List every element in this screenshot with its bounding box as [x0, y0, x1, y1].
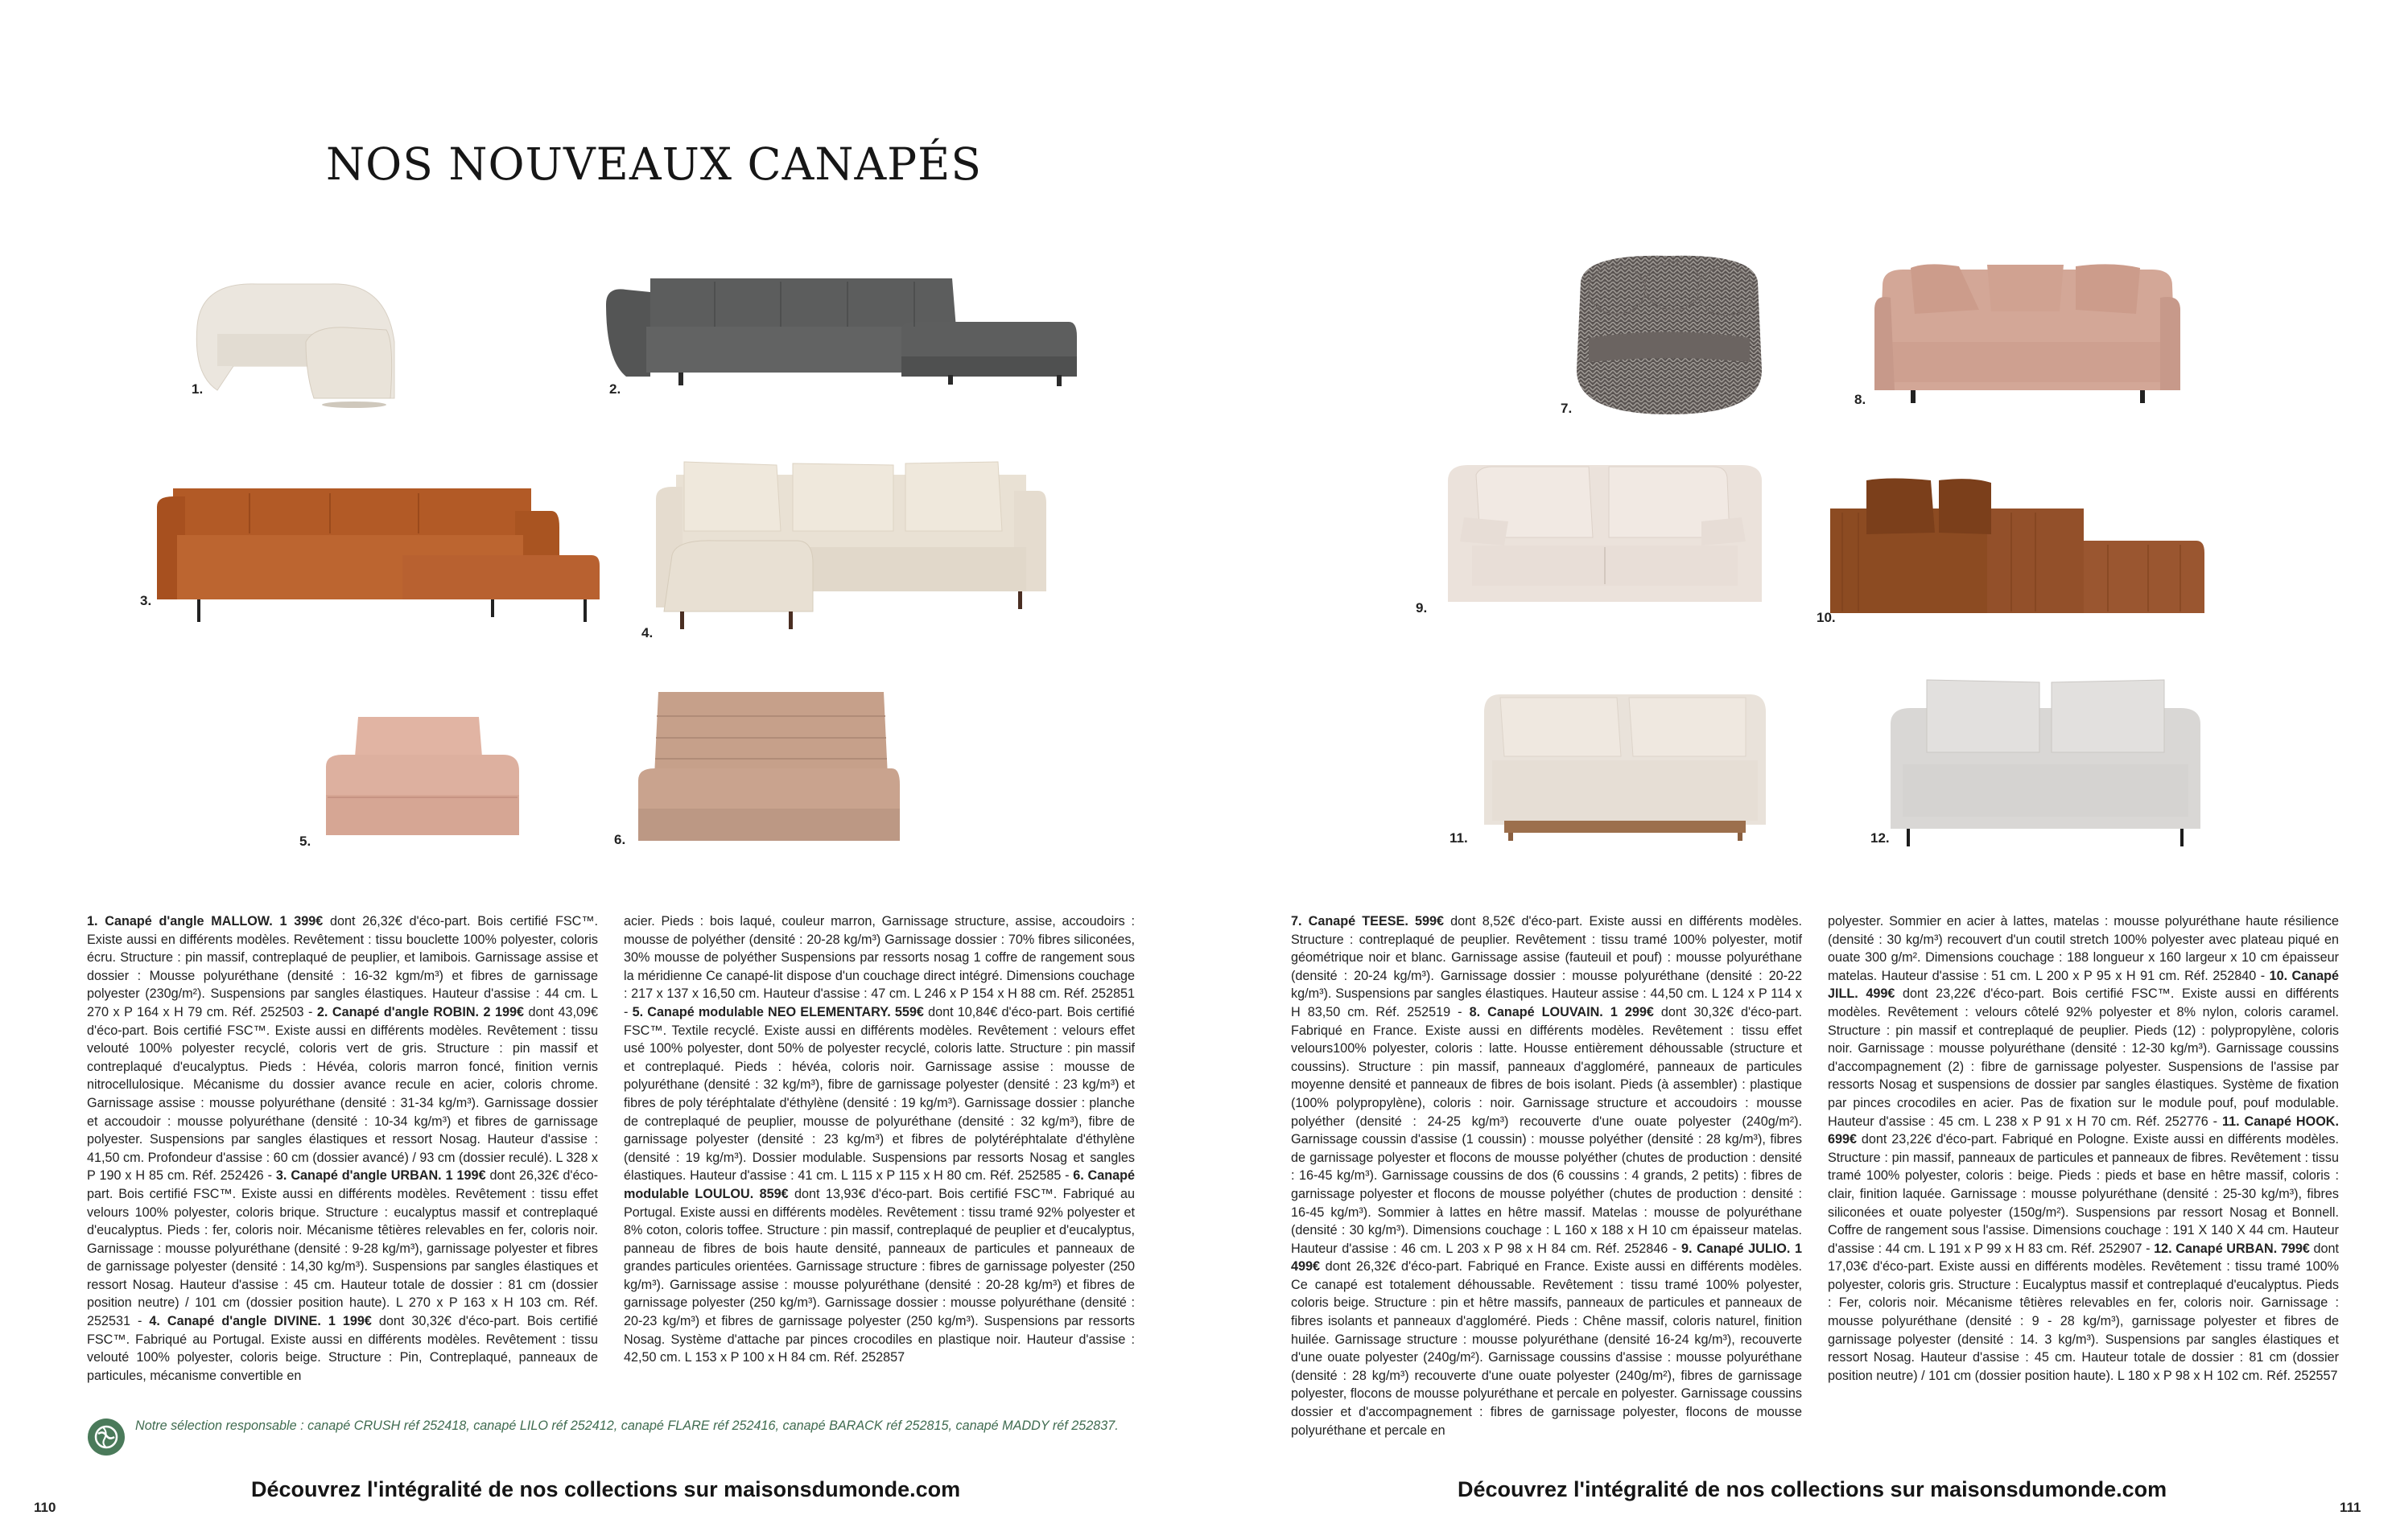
product-description: dont 23,22€ d'éco-part. Bois certifié FSC™. Existe aussi en différents modèles. Revêtement : velours côtelé 92% polyester et 8% nylon, coloris caramel. Structure : pin massif et contreplaqué de peuplier. Pieds (12) : polypropylène, coloris noir. Garnissage : mousse polyuréthane (densité : 12-30 kg/m³). Garnissage coussins d'accompagnement (2) : fibre de garnissage polyester. Suspensions de l'assise par ressorts Nosag et suspensions de dossier par sangles élastiques. Système de fixation par pinces crocodiles en acier. Pas de fixation sur le module pouf, pouf modulable. Hauteur d'assise : 45 cm. L 238 x P 91 x H 70 cm. Réf. 252776 -: [1828, 986, 2339, 1129]
product-number-10: 10.: [1817, 610, 1836, 625]
page-number: 110: [34, 1500, 56, 1515]
description-column-3: [1291, 912, 1802, 1439]
note-text: Notre sélection responsable : canapé CRUSH réf 252418, canapé LILO réf 252412, canapé FLARE réf 252416, canapé BARACK réf 252815, canapé MADDY réf 252837.: [135, 1419, 1119, 1433]
product-description: dont 26,32€ d'éco-part. Fabriqué en France. Existe aussi en différents modèles. Ce canapé est totalement déhoussable. Revêtement : tissu tramé 100% polyester, coloris beige. Structure : pin et hêtre massifs, panneaux de particules et panneaux de fibres isolants et panneaux d'aggloméré. Pieds : Chêne massif, coloris naturel, finition huilée. Garnissage structure : mousse polyuréthane (densité 16-24 kg/m³), recouverte d'une ouate polyester (240g/m²). Garnissage coussins d'assise : mousse polyuréthane (densité : 28 kg/m³) recouverte d'une ouate polyester (240g/m²), fibres de garnissage polyester, flocons de mousse polyuréthane et percale en polyester. Garnissage coussins dossier et d'accompagnement : fibres de garnissage polyester, flocons de mousse polyuréthane et percale en: [1291, 1259, 1802, 1438]
sofa-4-image: [652, 451, 1046, 640]
product-description: acier. Pieds : bois laqué, couleur marron, Garnissage structure, assise, accoudoirs : mousse de polyéther (densité : 20-28 kg/m³) Garnissage dossier : 70% fibres siliconées, 30% mousse de polyéther Suspensions par ressorts nosag 1 coffre de rangement sous la méridienne Ce canapé-lit dispose d'un couchage direct intégré. Dimensions couchage : 217 x 137 x 16,50 cm. Hauteur d'assise : 47 cm. L 246 x P 154 x H 88 cm. Réf. 252851 -: [624, 914, 1135, 1019]
sofa-10-image: [1826, 476, 2204, 621]
product-number-5: 5.: [299, 834, 311, 849]
sofa-6-image: [634, 688, 900, 849]
sofa-1-image: [185, 278, 427, 414]
product-description: dont 43,09€ d'éco-part. Bois certifié FSC™. Existe aussi en différents modèles. Revêtement : tissu velouté 100% polyester recyclé, coloris vert de gris. Structure : pin massif et contreplaqué d'eucalyptus. Pieds : Hévéa, coloris marron foncé, finition vernis nitrocellulosique. Mécanisme du dossier avance recule en acier, coloris chrome. Garnissage assise : mousse polyuréthane (densité : 31-34 kg/m³). Garnissage dossier et accoudoir : mousse polyuréthane (densité : 10-34 kg/m³) et fibres de garnissage polyester. Suspensions par sangles élastiques et ressort Nosag. Hauteur d'assise : 41,50 cm. Profondeur d'assise : 60 cm (dossier avancé) / 93 cm (dossier reculé). L 328 x P 190 x H 85 cm. Réf. 252426 -: [87, 1004, 599, 1184]
product-heading: 3. Canapé d'angle URBAN. 1 199€: [275, 1168, 486, 1184]
product-heading: 1. Canapé d'angle MALLOW. 1 399€: [87, 914, 324, 929]
product-description: dont 30,32€ d'éco-part. Bois certifié FSC™. Fabriqué au Portugal. Existe aussi en différents modèles. Revêtement : tissu velouté 100% polyester, coloris beige. Structure : Pin, Contreplaqué, panneaux de particules, mécanisme convertible en: [87, 1314, 598, 1383]
sofa-7-image: [1569, 249, 1770, 422]
product-heading: 10. Canapé JILL. 499€: [1828, 968, 2339, 1002]
sofa-12-image: [1887, 676, 2204, 853]
product-description: dont 13,93€ d'éco-part. Bois certifié FSC™. Fabriqué au Portugal. Existe aussi en différents modèles. Revêtement : tissu tramé 92% polyester et 8% coton, coloris toffee. Structure : pin massif, contreplaqué de peuplier et d'eucalyptus, panneau de fibres de bois haute densité, panneaux de particules et panneaux de grandes particules orientées. Garnissage structure : fibres de garnissage polyester (250 kg/m³). Garnissage assise : mousse polyuréthane (densité : 20-28 kg/m³) et fibres de garnissage polyester (250 kg/m³). Garnissage dossier : mousse polyuréthane (densité : 20-23 kg/m³) et fibres de garnissage polyester (250 kg/m³). Suspensions par ressorts Nosag. Système d'attache par pinces crocodiles en plastique noir. Hauteur d'assise : 42,50 cm. L 153 x P 100 x H 84 cm. Réf. 252857: [624, 1186, 1135, 1365]
product-heading: 6. Canapé modulable LOULOU. 859€: [624, 1168, 1135, 1201]
sofa-3-image: [153, 471, 600, 632]
product-number-8: 8.: [1854, 392, 1866, 407]
product-number-3: 3.: [140, 593, 152, 608]
product-description: dont 8,52€ d'éco-part. Existe aussi en différents modèles. Structure : contreplaqué de peuplier. Revêtement : tissu tramé 100% polyester, motif géométrique noir et blanc. Garnissage assise (fauteuil et pouf) : mousse polyuréthane (densité : 20-24 kg/m³). Garnissage dossier : mousse polyuréthane (densité : 20-22 kg/m³). Suspensions par sangles élastiques. Hauteur assise : 44,50 cm. L 124 x P 114 x H 83,50 cm. Réf. 252519 -: [1291, 914, 1802, 1019]
sofa-2-image: [602, 272, 1077, 405]
product-heading: 7. Canapé TEESE. 599€: [1291, 914, 1444, 929]
product-description: dont 30,32€ d'éco-part. Fabriqué en France. Existe aussi en différents modèles. Revêtement : tissu effet velours100% polyester, coloris : latte. Housse entièrement déhoussable (structure et coussins). Structure : pin massif, panneaux d'aggloméré, panneaux de particules moyenne densité et panneaux de fibres de bois isolant. Pieds (à assembler) : plastique (100% polypropylène), coloris : noir. Garnissage structure et accoudoirs : mousse polyéther (densité : 24-25 kg/m³) recouverte d'une ouate polyester (240g/m²). Garnissage coussin d'assise (1 coussin) : mousse polyéther (densité : 28 kg/m³), fibres de garnissage polyester et flocons de mousse polyéther (chutes de production : densité : 16-45 kg/m³). Garnissage coussins de dos (6 coussins : 4 grands, 2 petits) : fibres de garnissage polyester et flocons de mousse polyéther (chutes de production : densité : 16-45 kg/m³). Sommier à lattes en hêtre massif. Matelas : mousse de polyuréthane (densité : 30 kg/m³). Dimensions couchage : L 160 x 188 x H 10 cm épaisseur matelas. Hauteur d'assise : 46 cm. L 203 x P 98 x H 84 cm. Réf. 252846 -: [1291, 1004, 1802, 1256]
product-heading: 9. Canapé JULIO. 1 499€: [1291, 1241, 1802, 1274]
right-page: [1198, 0, 2396, 1540]
description-column-2: [624, 912, 1135, 1367]
sofa-11-image: [1480, 688, 1770, 845]
product-description: polyester. Sommier en acier à lattes, matelas : mousse polyuréthane haute résilience (densité : 30 kg/m³) recouvert d'un coutil stretch 100% polyester avec plateau piqué en ouate 300 g/m². Dimensions couchage : 188 longueur x 160 largeur x 10 cm épaisseur matelas. Hauteur d'assise : 51 cm. L 200 x P 95 x H 91 cm. Réf. 252840 -: [1828, 914, 2339, 983]
globe-leaf-icon: [87, 1418, 126, 1456]
sofa-9-image: [1444, 457, 1766, 610]
product-description: dont 10,84€ d'éco-part. Bois certifié FSC™. Textile recyclé. Existe aussi en différents modèles. Revêtement : velours effet usé 100% polyester, dont 50% de polyester recyclé, coloris latte. Structure : pin massif et contreplaqué. Pieds : hévéa, coloris noir. Garnissage assise : mousse de polyuréthane (densité : 32 kg/m³), fibre de garnissage polyester (densité : 23 kg/m³) et fibres de poly téréphtalate d'éthylène (densité : 19 kg/m³). Garnissage dossier : planche de contreplaqué de peuplier, mousse de polyuréthane (densité : 32 kg/m³), fibre de garnissage polyester (densité : 23 kg/m³) et fibres de polytéréphtalate d'éthylène (densité : 19 kg/m³). Dossier modulable. Suspensions par ressorts Nosag et sangles élastiques. Hauteur d'assise : 41 cm. L 115 x P 115 x H 80 cm. Réf. 252585 -: [624, 1004, 1135, 1184]
responsible-selection-note: [87, 1418, 1125, 1456]
product-heading: 2. Canapé d'angle ROBIN. 2 199€: [316, 1004, 525, 1019]
product-heading: 8. Canapé LOUVAIN. 1 299€: [1469, 1004, 1654, 1019]
product-heading: 11. Canapé HOOK. 699€: [1828, 1114, 2339, 1147]
footer-text: Découvrez l'intégralité de nos collections sur maisonsdumonde.com: [1458, 1477, 2167, 1501]
product-heading: 4. Canapé d'angle DIVINE. 1 199€: [149, 1314, 372, 1329]
page-title: NOS NOUVEAUX CANAPÉS: [326, 138, 983, 190]
page-number: 111: [2340, 1500, 2361, 1515]
product-number-7: 7.: [1561, 401, 1573, 416]
sofa-5-image: [318, 710, 527, 847]
footer-text: Découvrez l'intégralité de nos collections sur maisonsdumonde.com: [251, 1477, 961, 1501]
product-description: dont 17,03€ d'éco-part. Existe aussi en différents modèles. Revêtement : tissu tramé 100% polyester, coloris gris. Structure : Eucalyptus massif et contreplaqué d'eucalyptus. Pieds : Fer, coloris noir. Mécanisme têtières relevables en fer, coloris noir. Garnissage : mousse polyuréthane (densité : 9 - 28 kg/m³), garnissage polyester et fibres de garnissage polyester (densité : 14. 3 kg/m³). Suspensions par sangles élastiques et ressort Nosag. Hauteur d'assise : 45 cm. Hauteur totale de dossier : 81 cm (dossier position neutre) / 101 cm (dossier position haute). L 180 x P 98 x H 102 cm. Réf. 252557: [1828, 1241, 2339, 1383]
product-description: dont 23,22€ d'éco-part. Fabriqué en Pologne. Existe aussi en différents modèles. Structure : pin massif, panneaux de particules et panneaux de fibres. Revêtement : tissu tramé 100% polyester, coloris : beige. Pieds : pieds et base en hêtre massif, coloris : clair, finition laquée. Garnissage : mousse polyuréthane (densité : 25-30 kg/m³), fibres siliconées et ouate polyester (150g/m²). Suspensions par ressort Nosag et Bonnell. Coffre de rangement sous l'assise. Dimensions couchage : 191 X 140 X 44 cm. Hauteur d'assise : 44 cm. L 191 x P 99 x H 83 cm. Réf. 252907 -: [1828, 1132, 2339, 1256]
product-number-6: 6.: [614, 832, 626, 847]
product-number-9: 9.: [1416, 600, 1428, 616]
product-number-1: 1.: [192, 381, 204, 397]
product-heading: 12. Canapé URBAN. 799€: [2154, 1241, 2310, 1256]
product-number-12: 12.: [1870, 830, 1890, 846]
product-description: dont 26,32€ d'éco-part. Bois certifié FSC™. Existe aussi en différents modèles. Revêtement : tissu bouclette 100% polyester, coloris écru. Structure : pin massif, contreplaqué de peuplier, et lamibois. Garnissage assise et dossier : Mousse polyuréthane (densité : 16-32 kgm/m³) et fibres de garnissage polyester (230g/m²). Suspensions par sangles élastiques. Hauteur d'assise : 44 cm. L 270 x P 164 x H 79 cm. Réf. 252503 -: [87, 914, 599, 1019]
product-number-4: 4.: [641, 625, 654, 640]
description-column-4: [1828, 912, 2339, 1385]
description-column-1: [87, 912, 598, 1385]
product-description: dont 26,32€ d'éco-part. Bois certifié FSC™. Existe aussi en différents modèles. Revêtement : tissu effet velours 100% polyester, coloris brique. Structure : eucalyptus massif et contreplaqué d'eucalyptus. Pieds : fer, coloris noir. Mécanisme têtières relevables en fer, coloris noir. Garnissage : mousse polyuréthane (densité : 9-28 kg/m³), garnissage polyester et fibres de garnissage polyester (densité : 14,30 kg/m³). Suspensions par sangles élastiques et ressort Nosag. Hauteur d'assise : 45 cm. Hauteur totale de dossier : 81 cm (dossier position neutre) / 101 cm (dossier position haute). L 270 x P 163 x H 103 cm. Réf. 252531 -: [87, 1168, 598, 1329]
product-number-11: 11.: [1450, 830, 1468, 846]
product-heading: 5. Canapé modulable NEO ELEMENTARY. 559€: [632, 1004, 924, 1019]
product-number-2: 2.: [609, 381, 621, 397]
sofa-8-image: [1870, 261, 2184, 406]
